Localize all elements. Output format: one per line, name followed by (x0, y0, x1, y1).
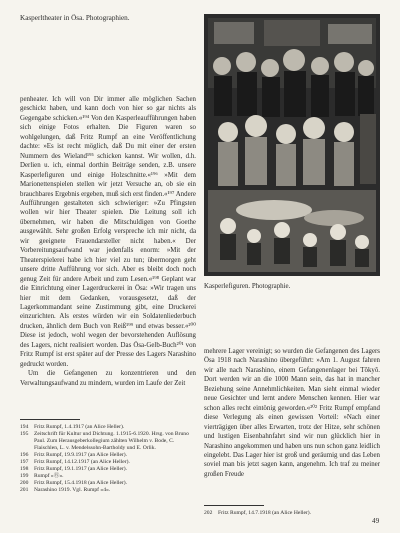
footnote-text: Fritz Rumpf, 14.7.1918 (an Alice Heller). (218, 510, 312, 516)
footnote-rule (20, 419, 80, 420)
body-paragraph: penheater. Ich will von Dir immer alle möglichen Sachen geschickt haben, und kann doch von hier so gar nichts als Gegengabe schicken.«¹⁹⁴ Von den Kasperleaufführungen haben sich einige Fotos erhalten. Die Figuren waren so wohlgelungen, daß Fritz Rumpf an eine Veröffentlichung dachte: »Es ist recht möglich, daß Du mit einer der ersten Nummern des Wieland¹⁹⁵ schicken kannst. Wir wollen, d.h. Derlien u. ich, einmal dorthin Beiträge senden, z.B. unsere Kasperlefiguren und einige Holzschnitte.«¹⁹⁶ »Mit dem Marionettenspielen stellen wir jetzt Versuche an, ob sie ein brauchbares Ergebnis ergeben, muß sich erst finden.«¹⁹⁷ Andere Aufführungen gestalteten sich schwieriger: »Zu Pfingsten wollen wir hier Theater spielen. Die Leitung soll ich übernehmen, wir haben die Mitschuldigen von Goethe ausgewählt. Sehr großen Erfolg verspreche ich mir nicht, da wir geeignete Frauendarsteller nicht haben.« Der Vorbereitungsaufwand war jedenfalls enorm: »Mit der Theaterspielerei habe ich hier viel zu tun; übermorgen geht unsere dritte Aufführung vor sich. Aber es bleibt doch noch genug Zeit für andere Arbeit und zum Lesen.«¹⁹⁸ Geplant war die Einrichtung einer Lagerdruckerei in Ösa: »Wir tragen uns hier mit dem Gedanken, vorausgesetzt, daß der Lagerkommandant seine Zustimmung gibt, eine Druckerei einzurichten. Als erstes würden wir ein Soldatenliederbuch drucken, ähnlich dem Buch von Reiß¹⁹⁹ und etwas besser.«²⁰⁰ Diese ist jedoch, wohl wegen der bevorstehenden Auflösung des Lagers, nicht realisiert worden. Das Ösa-Gelb-Buch²⁰¹ von Fritz Rumpf ist erst später auf der Presse des Lagers Narashino gedruckt worden. (20, 96, 196, 368)
footnote (20, 487, 196, 494)
footnote-text: Narashino 1919. Vgl. Rumpf »4«. (34, 487, 111, 494)
footnote-number: 196 (20, 452, 29, 459)
footnote-number: 194 (20, 424, 29, 430)
body-paragraph: mehrere Lager vereinigt; so wurden die Gefangenen des Lagers Ösa 1918 nach Narashino übergeführt: »Am 1. August fahren wir alle nach Narashino, einem Gefangenenlager bei Tôkyô. Dort werden wir an die 1000 Mann sein, das hat in mancher Beziehung seine Annehmlichkeiten. Man sieht einmal wieder neue Gesichter und lernt andere Menschen kennen. Hier war schon alles recht eintönig geworden.«²⁰² Fritz Rumpf empfand diese Verlegung als einen gewissen Vorteil: »Nach einer vierträgigen über alles Erwarten, trotz der Hitze, sehr schönen und lustigen Eisenbahnfahrt sind wir nun glücklich hier in Narashino angekommen und haben uns nun schon ganz leidlich eingelebt. Das Lager hier ist groß und geräumig und das Leben soviel man bis jetzt sagen kann, angenehm. Ich traf zu meiner großen Freude (204, 348, 380, 478)
footnote (20, 424, 196, 431)
body-column-right (204, 347, 380, 479)
footnote-text: Rumpf »Ⓡ«. (34, 473, 64, 480)
footnote-text: Fritz Rumpf, 14.12.1917 (an Alice Heller). (34, 459, 130, 466)
footnote-right (204, 510, 380, 517)
footnote-rule (204, 505, 264, 506)
footnote-text: Zeitschrift für Kultur und Dichtung. 1.1915-6.1920. Hrsg. von Bruno Paul. Zum Herausgeberkollegium zählten Wilhelm v. Bode, C. Flaischlen, L. v. Mendelssohn-Bartholdy und E. Orlik. (34, 431, 189, 452)
footnotes-left (20, 424, 196, 494)
footnote-text: Fritz Rumpf, 15.4.1918 (an Alice Heller). (34, 480, 128, 487)
footnote-number: 200 (20, 480, 29, 487)
footnote-text: Fritz Rumpf, 1.4.1917 (an Alice Heller). (34, 424, 125, 430)
footnote-number: 199 (20, 473, 29, 480)
footnote (204, 510, 380, 517)
running-head: Kasperltheater in Ösa. Photographien. (20, 14, 130, 22)
body-paragraph: Um die Gefangenen zu konzentrieren und den Verwaltungsaufwand zu mindern, wurden im Laufe der Zeit (20, 370, 196, 387)
body-column-left (20, 95, 196, 388)
footnote-number: 201 (20, 487, 29, 494)
footnote-text: Fritz Rumpf, 19.9.1917 (an Alice Heller). (34, 452, 128, 459)
footnote-number: 197 (20, 459, 29, 466)
footnote-number: 198 (20, 466, 29, 473)
footnote (20, 431, 196, 452)
footnote-text: Fritz Rumpf, 19.1.1917 (an Alice Heller). (34, 466, 128, 473)
footnote-number: 202 (204, 510, 213, 516)
puppet-photograph-drawing (204, 14, 380, 276)
footnote-number: 195 (20, 431, 29, 438)
puppet-photograph (204, 14, 380, 276)
figure-caption: Kasperlefiguren. Photographie. (204, 283, 291, 290)
page-number: 49 (372, 517, 380, 525)
